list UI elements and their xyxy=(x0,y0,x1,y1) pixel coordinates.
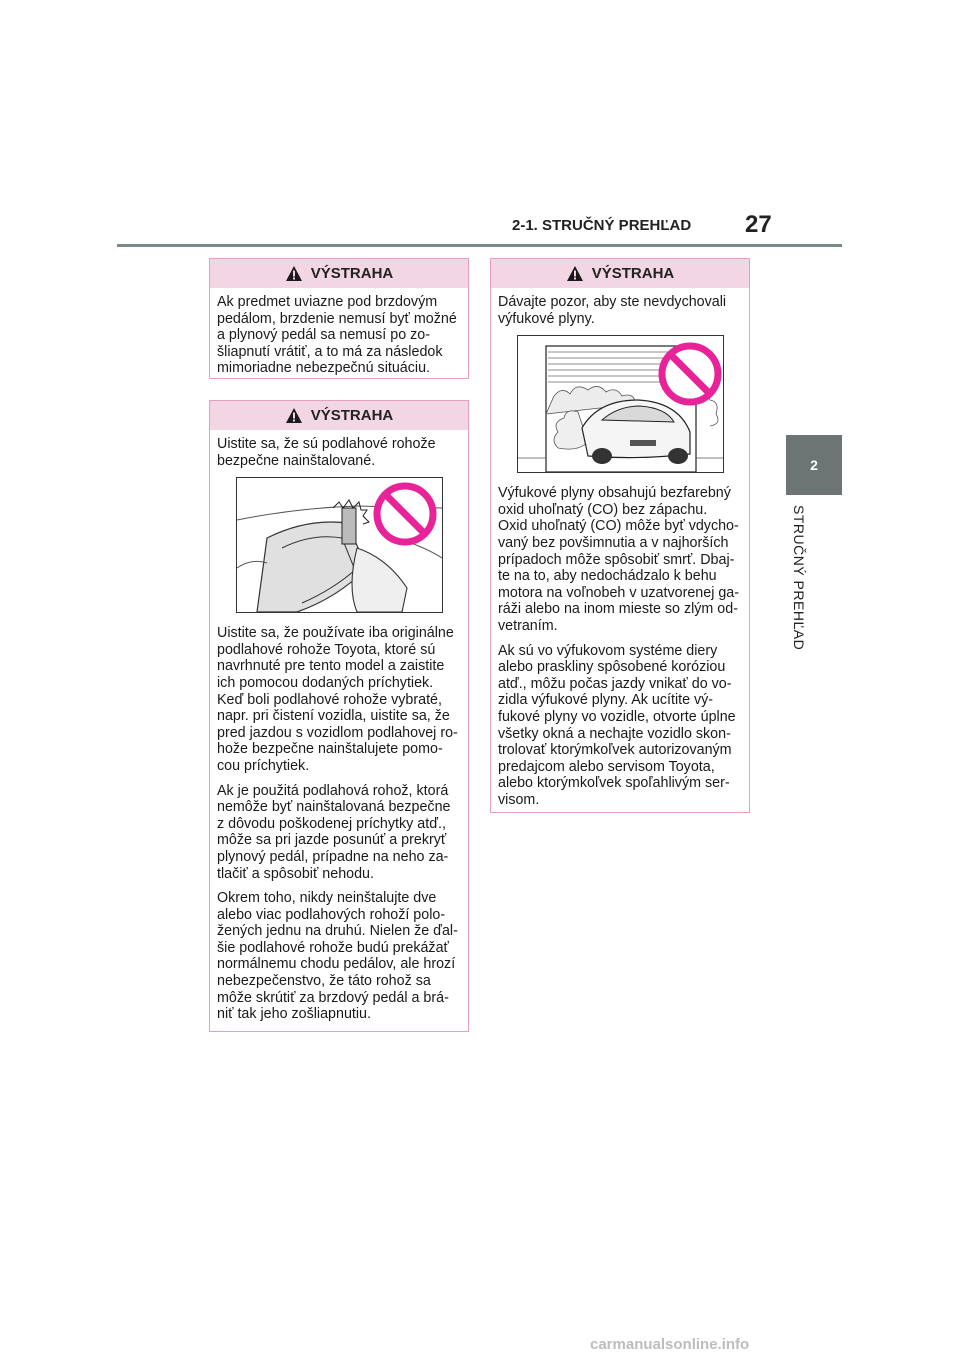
warning-triangle-icon xyxy=(285,407,303,424)
warning-text: Uistite sa, že používate iba originálne podlahové rohože Toyota, ktoré sú navrhnuté pre tento model a zaistite ich pomocou dodaných príchytiek. Keď boli podlahové rohože vybraté, napr. pri čistení vozidla, uistite sa, že pred jazdou s vozidlom podlahovej ro- hože bezpečne nainštalujete pomo- cou príchytiek. xyxy=(217,625,458,774)
warning-text: Dávajte pozor, aby ste nevdychovali výfukové plyny. xyxy=(498,294,727,327)
section-title: 2-1. STRUČNÝ PREHĽAD xyxy=(512,217,692,234)
warning-text: Ak sú vo výfukovom systéme diery alebo praskliny spôsobené koróziou atď., môžu počas jazdy vnikať do vo- zidla výfukové plyny. Ak ucítite vý- fukové plyny vo vozidle, otvorte úplne všetky okná a nechajte vozidlo skon- trolovať ktorýmkoľvek autorizovaným predajcom alebo servisom Toyota, alebo ktorýmkoľvek spoľahlivým ser- visom. xyxy=(498,642,736,808)
warning-text: Ak je použitá podlahová rohož, ktorá nemôže byť nainštalovaná bezpečne z dôvodu poškodenej príchytky atď., môže sa pri jazde posunúť a prekryť plynový pedál, prípadne na neho za- tlačiť a spôsobiť nehodu. xyxy=(217,782,451,882)
floor-mat-drawing xyxy=(237,478,442,612)
warning-box-floor-mats xyxy=(209,400,469,1032)
warning-header xyxy=(210,259,468,288)
header-divider xyxy=(117,244,842,247)
page-number: 27 xyxy=(745,211,772,238)
chapter-tab xyxy=(786,435,842,495)
warning-header xyxy=(210,401,468,430)
warning-title: VÝSTRAHA xyxy=(310,265,394,282)
warning-text: Uistite sa, že sú podlahové rohože bezpečne nainštalované. xyxy=(217,436,436,469)
chapter-label: STRUČNÝ PREHĽAD xyxy=(791,505,807,651)
warning-text: Okrem toho, nikdy neinštalujte dve alebo viac podlahových rohoží polo- žených jednu na druhú. Nielen že ďal- šie podlahové rohože budú prekážať normálnemu chodu pedálov, ale hrozí nebezpečenstvo, že táto rohož sa môže skrútiť za brzdový pedál a brá- niť tak jeho zošliapnutiu. xyxy=(217,890,458,1023)
chapter-number: 2 xyxy=(810,457,818,473)
footer-watermark: carmanualsonline.info xyxy=(590,1336,750,1353)
warning-title: VÝSTRAHA xyxy=(591,265,675,282)
warning-box-brake-pedal xyxy=(209,258,469,379)
garage-drawing xyxy=(518,336,723,472)
warning-title: VÝSTRAHA xyxy=(310,407,394,424)
warning-box-exhaust xyxy=(490,258,750,813)
warning-header xyxy=(491,259,749,288)
warning-text: Výfukové plyny obsahujú bezfarebný oxid uhoľnatý (CO) bez zápachu. Oxid uhoľnatý (CO) môže byť vdycho- vaný bez povšimnutia a v najhorších prípadoch môže spôsobiť smrť. Dbaj- te na to, aby nedochádzalo k behu motora na voľnobeh v uzatvorenej ga- ráži alebo na inom mieste so zlým od- vetraním. xyxy=(498,485,740,634)
warning-triangle-icon xyxy=(566,265,584,282)
floor-mat-illustration xyxy=(236,477,443,613)
warning-text: Ak predmet uviazne pod brzdovým pedálom, brzdenie nemusí byť možné a plynový pedál sa nemusí po zo- šliapnutí vrátiť, a to má za následok mimoriadne nebezpečnú situáciu. xyxy=(217,294,457,377)
warning-triangle-icon xyxy=(285,265,303,282)
garage-exhaust-illustration xyxy=(517,335,724,473)
